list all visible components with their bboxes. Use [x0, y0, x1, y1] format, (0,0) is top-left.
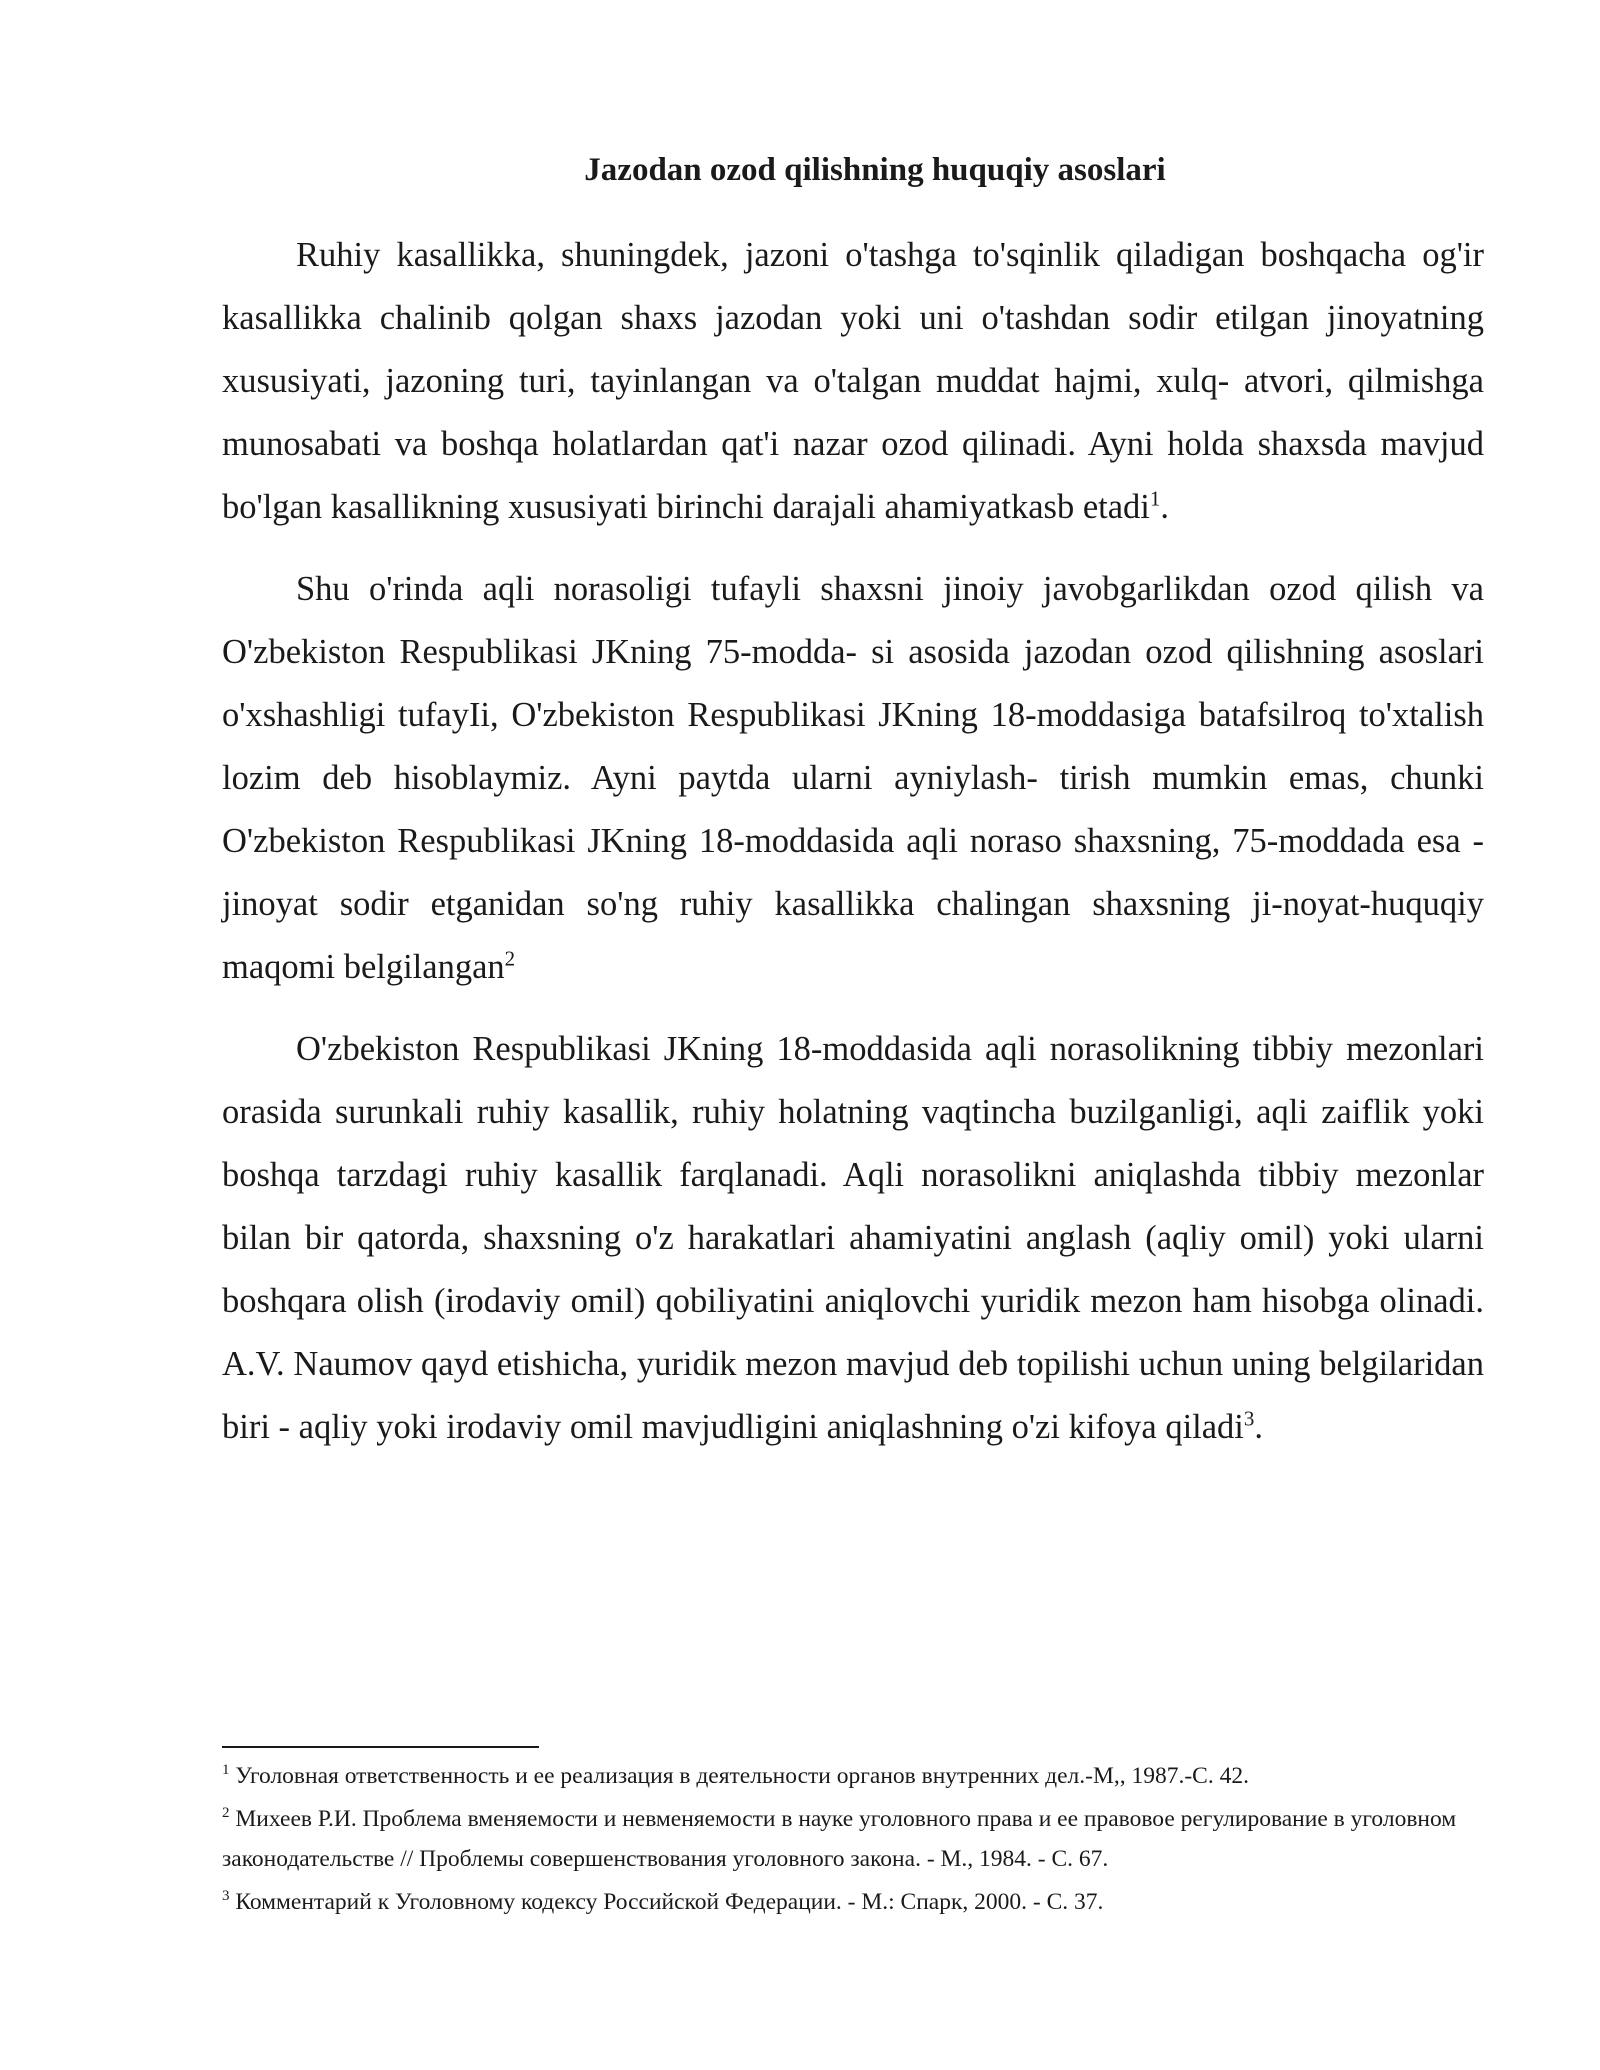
paragraph-2: [222, 558, 1484, 999]
footnote-ref-3[interactable]: 3: [1243, 1406, 1255, 1431]
footnote-text: Михеев Р.И. Проблема вменяемости и невменяемости в науке уголовного права и ее правовое регулирование в уголовном законодательстве // Проблемы совершенствования уголовного закона. - М., 1984. - С. 67.: [222, 1806, 1457, 1872]
footnote-number: 1: [222, 1762, 230, 1779]
paragraph-text: Ruhiy kasallikka, shuningdek, jazoni o'tashga to'sqinlik qiladigan boshqacha og'ir kasallikka chalinib qolgan shaxs jazodan yoki uni o'tashdan sodir etilgan jinoyatning xususiyati, jazoning turi, tayinlangan va o'talgan muddat hajmi, xulq- atvori, qilmishga munosabati va boshqa holatlardan qat'i nazar ozod qilinadi. Ayni holda shaxsda mavjud bo'lgan kasallikning xususiyati birinchi darajali ahamiyatkasb etadi: [222, 236, 1484, 526]
document-title: Jazodan ozod qilishning huquqiy asoslari: [584, 152, 1166, 188]
paragraph-tail: .: [1254, 1408, 1264, 1446]
footnote-number: 3: [222, 1888, 230, 1905]
paragraph-1: [222, 224, 1484, 539]
paragraph-3: [222, 1018, 1484, 1459]
footnote-1: [222, 1756, 1484, 1796]
paragraph-text: Shu o'rinda aqli norasoligi tufayli shaxsni jinoiy javobgarlikdan ozod qilish va O'zbekiston Respublikasi JKning 75-modda- si asosida jazodan ozod qilishning asoslari o'xshashligi tufayIi, O'zbekiston Respublikasi JKning 18-moddasiga batafsilroq to'xtalish lozim deb hisoblaymiz. Ayni paytda ularni ayniylash- tirish mumkin emas, chunki O'zbekiston Respublikasi JKning 18-moddasida aqli noraso shaxsning, 75-moddada esa - jinoyat sodir etganidan so'ng ruhiy kasallikka chalingan shaxsning ji-noyat-huquqiy maqomi belgilangan: [222, 570, 1484, 986]
footnote-ref-2[interactable]: 2: [504, 946, 516, 971]
footnote-ref-1[interactable]: 1: [1149, 486, 1161, 511]
footnote-number: 2: [222, 1805, 230, 1822]
document-body: [222, 224, 1484, 1478]
paragraph-text: O'zbekiston Respublikasi JKning 18-moddasida aqli norasolikning tibbiy mezonlari orasida surunkali ruhiy kasallik, ruhiy holatning vaqtincha buzilganligi, aqli zaiflik yoki boshqa tarzdagi ruhiy kasallik farqlanadi. Aqli norasolikni aniqlashda tibbiy mezonlar bilan bir qatorda, shaxsning o'z harakatlari ahamiyatini anglash (aqliy omil) yoki ularni boshqara olish (irodaviy omil) qobiliyatini aniqlovchi yuridik mezon ham hisobga olinadi. A.V. Naumov qayd etishicha, yuridik mezon mavjud deb topilishi uchun uning belgilaridan biri - aqliy yoki irodaviy omil mavjudligini aniqlashning o'zi kifoya qiladi: [222, 1030, 1484, 1446]
footnote-3: [222, 1882, 1484, 1922]
footnote-text: Комментарий к Уголовному кодексу Российской Федерации. - М.: Спарк, 2000. - С. 37.: [235, 1889, 1104, 1915]
footnotes-section: [222, 1746, 1484, 1925]
footnote-separator: [222, 1746, 539, 1748]
footnote-2: [222, 1799, 1484, 1879]
paragraph-tail: .: [1160, 488, 1170, 526]
footnote-text: Уголовная ответственность и ее реализация в деятельности органов внутренних дел.-М,, 1987.-С. 42.: [235, 1763, 1249, 1789]
